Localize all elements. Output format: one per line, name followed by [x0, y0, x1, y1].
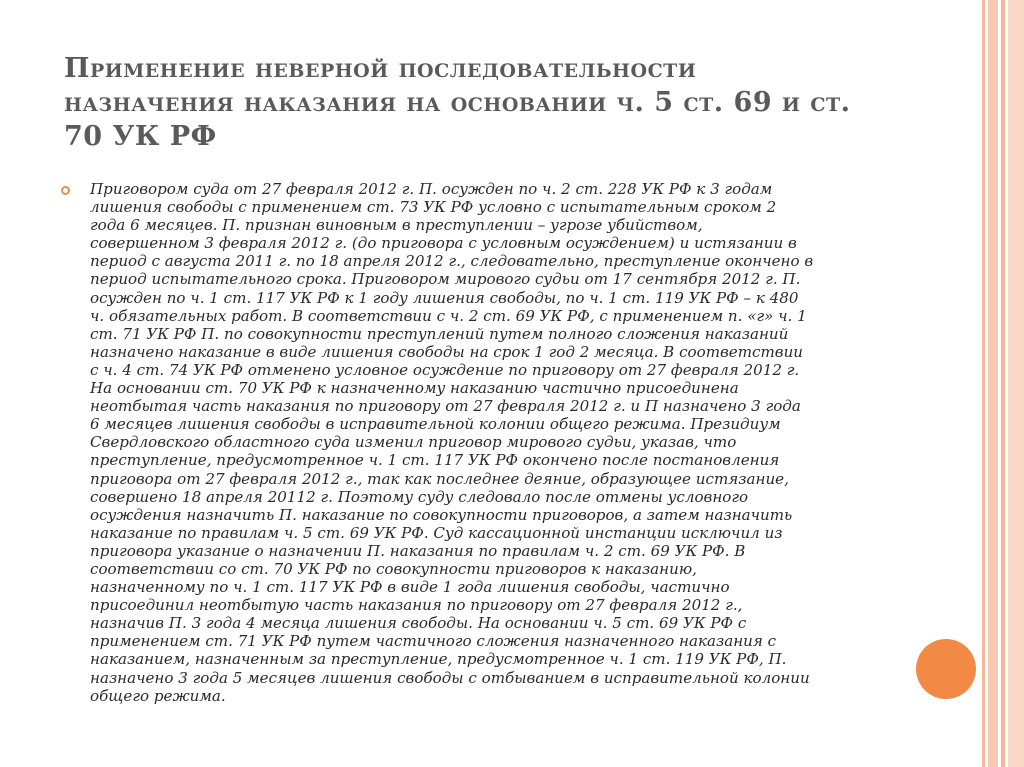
body-line: назначив П. 3 года 4 месяца лишения свободы. На основании ч. 5 ст. 69 УК РФ с	[90, 614, 747, 633]
body-line: применением ст. 71 УК РФ путем частичного сложения назначенного наказания с	[90, 632, 777, 651]
body-line: совершенном 3 февраля 2012 г. (до приговора с условным осуждением) и истязании в	[90, 234, 797, 253]
body-line: период испытательного срока. Приговором мирового судьи от 17 сентября 2012 г. П.	[90, 270, 801, 289]
body-line: наказание по правилам ч. 5 ст. 69 УК РФ. Суд кассационной инстанции исключил из	[90, 523, 783, 542]
slide-body-text	[90, 180, 890, 705]
body-line: приговора от 27 февраля 2012 г., так как последнее деяние, образующее истязание,	[90, 469, 789, 488]
decorative-stripe	[1001, 0, 1005, 767]
body-line: года 6 месяцев. П. признан виновным в преступлении – угрозе убийством,	[90, 216, 703, 235]
body-line: 6 месяцев лишения свободы в исправительной колонии общего режима. Президиум	[90, 415, 781, 434]
decorative-stripe	[982, 0, 985, 767]
body-line: неотбытая часть наказания по приговору от 27 февраля 2012 г. и П назначено 3 года	[90, 397, 801, 416]
body-line: ст. 71 УК РФ П. по совокупности преступлений путем полного сложения наказаний	[90, 324, 789, 343]
body-line: ч. обязательных работ. В соответствии с ч. 2 ст. 69 УК РФ, с применением п. «г» ч. 1	[90, 306, 807, 325]
body-line: наказанием, назначенным за преступление, предусмотренное ч. 1 ст. 119 УК РФ, П.	[90, 650, 787, 669]
title-line: 70 УК РФ	[64, 121, 217, 152]
decorative-stripe	[1008, 0, 1024, 767]
body-line: присоединил неотбытую часть наказания по приговору от 27 февраля 2012 г.,	[90, 596, 743, 615]
body-line: приговора указание о назначении П. наказания по правилам ч. 2 ст. 69 УК РФ. В	[90, 541, 746, 560]
body-line: На основании ст. 70 УК РФ к назначенному наказанию частично присоединена	[90, 379, 739, 398]
title-line: назначения наказания на основании ч. 5 ст. 69 и ст.	[64, 87, 851, 118]
title-line: Применение неверной последовательности	[64, 53, 697, 84]
body-line: преступление, предусмотренное ч. 1 ст. 117 УК РФ окончено после постановления	[90, 451, 780, 470]
body-line: соответствии со ст. 70 УК РФ по совокупности приговоров к наказанию,	[90, 559, 697, 578]
body-line: назначено наказание в виде лишения свободы на срок 1 год 2 месяца. В соответствии	[90, 342, 804, 361]
body-line: назначено 3 года 5 месяцев лишения свободы с отбыванием в исправительной колонии	[90, 668, 810, 687]
body-line: лишения свободы с применением ст. 73 УК РФ условно с испытательным сроком 2	[90, 198, 777, 217]
body-line: общего режима.	[90, 686, 226, 705]
slide-title	[64, 52, 924, 154]
bullet-icon	[61, 186, 70, 195]
body-line: назначенному по ч. 1 ст. 117 УК РФ в виде 1 года лишения свободы, частично	[90, 578, 730, 597]
body-line: с ч. 4 ст. 74 УК РФ отменено условное осуждение по приговору от 27 февраля 2012 г.	[90, 360, 800, 379]
decorative-stripe	[988, 0, 998, 767]
body-line: совершено 18 апреля 20112 г. Поэтому суду следовало после отмены условного	[90, 487, 749, 506]
body-line: осуждения назначить П. наказание по совокупности приговоров, а затем назначить	[90, 505, 793, 524]
body-line: период с августа 2011 г. по 18 апреля 2012 г., следовательно, преступление окончено в	[90, 252, 814, 271]
body-line: осужден по ч. 1 ст. 117 УК РФ к 1 году лишения свободы, по ч. 1 ст. 119 УК РФ – к 480	[90, 288, 799, 307]
body-line: Свердловского областного суда изменил приговор мирового судьи, указав, что	[90, 433, 737, 452]
decorative-circle	[916, 639, 976, 699]
body-line: Приговором суда от 27 февраля 2012 г. П. осужден по ч. 2 ст. 228 УК РФ к 3 годам	[90, 180, 773, 198]
